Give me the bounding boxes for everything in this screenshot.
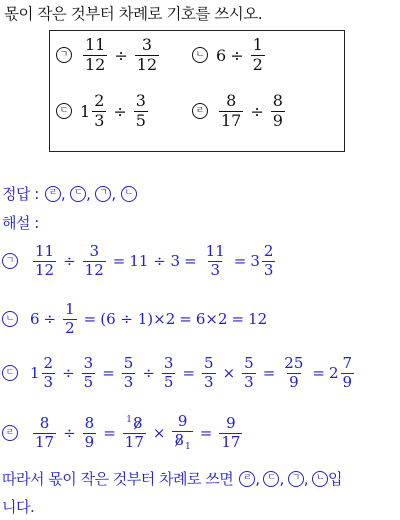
numerator: 2	[43, 354, 54, 372]
fraction	[219, 413, 242, 451]
denominator: 2	[252, 54, 263, 74]
fraction	[82, 356, 96, 391]
option-d-mark: ㄹ	[192, 103, 208, 119]
options-box	[49, 30, 345, 152]
option-a	[56, 37, 162, 74]
conclusion-mark-1: ㄹ	[239, 471, 255, 487]
fraction	[202, 356, 216, 391]
fraction	[42, 356, 56, 391]
fraction	[341, 356, 355, 391]
numerator: 7	[342, 354, 353, 372]
whole-number: 6	[30, 310, 40, 329]
fraction	[33, 413, 56, 451]
row-mark: ㄹ	[2, 425, 18, 441]
answer-mark-4: ㄴ	[121, 186, 137, 202]
denominator: 17	[221, 110, 242, 130]
numerator: 3	[163, 354, 174, 372]
explanation-row-a	[2, 244, 278, 279]
expression: (6 ÷ 1)×2	[100, 310, 176, 329]
denominator: 5	[135, 110, 146, 130]
fraction	[271, 93, 285, 130]
conclusion-text: 따라서 몫이 작은 것부터 차례로 쓰면	[2, 470, 234, 488]
operator: =	[184, 252, 197, 271]
fraction	[92, 93, 106, 130]
separator: ,	[86, 184, 91, 203]
denominator: 12	[136, 54, 158, 74]
answer-mark-1: ㄹ	[45, 186, 61, 202]
fraction	[123, 413, 146, 451]
denominator: 17	[221, 432, 241, 451]
cancelled-number: 8	[174, 430, 185, 449]
numerator: 2	[94, 91, 105, 110]
numerator: 3	[83, 354, 94, 372]
numerator: 5	[204, 354, 214, 372]
denominator: 5	[163, 372, 174, 391]
whole-number: 6	[216, 45, 227, 65]
denominator: 17	[124, 432, 144, 451]
operator: =	[182, 364, 196, 383]
fraction	[242, 356, 256, 391]
numerator: 9	[226, 413, 236, 432]
operator: =	[262, 364, 276, 383]
expression: 6×2	[195, 310, 228, 329]
fraction	[83, 413, 97, 451]
denominator: 9	[342, 372, 353, 391]
numerator: 8	[39, 413, 50, 432]
numerator: 1	[65, 300, 75, 318]
numerator: 11	[205, 242, 225, 260]
fraction	[63, 302, 77, 337]
fraction	[83, 37, 107, 74]
option-d	[192, 93, 288, 130]
option-a-mark: ㄱ	[56, 47, 72, 63]
denominator: 3	[263, 260, 274, 279]
conclusion-mark-4: ㄴ	[312, 471, 328, 487]
conclusion-mark-2: ㄷ	[263, 471, 279, 487]
cancel-result: 1	[185, 441, 191, 452]
whole-number: 1	[80, 101, 91, 121]
denominator: 3	[123, 372, 134, 391]
answer-line	[2, 183, 137, 204]
operator: ÷	[63, 252, 76, 271]
separator: ,	[279, 469, 284, 488]
denominator: 9	[272, 110, 283, 130]
operator: ÷	[142, 364, 155, 383]
conclusion-line-1	[2, 468, 342, 489]
denominator	[172, 431, 192, 452]
denominator: 3	[244, 372, 254, 391]
fraction	[219, 93, 243, 130]
fraction	[33, 244, 56, 279]
operator: ÷	[113, 101, 127, 121]
denominator: 3	[94, 110, 105, 130]
operator: =	[312, 364, 325, 383]
operator: ÷	[62, 364, 75, 383]
conclusion-line-2: 니다.	[2, 498, 35, 516]
fraction	[162, 356, 176, 391]
operator: =	[233, 252, 247, 271]
whole-number: 1	[30, 364, 40, 383]
whole-number: 2	[328, 364, 339, 383]
fraction	[122, 356, 136, 391]
fraction	[262, 244, 276, 279]
whole-number: 3	[250, 252, 260, 271]
operator: ÷	[43, 310, 57, 329]
explanation-row-b	[2, 302, 267, 337]
row-mark: ㄷ	[2, 365, 18, 381]
separator: ,	[111, 184, 116, 203]
numerator: 3	[89, 242, 99, 260]
question-text: 몫이 작은 것부터 차례로 기호를 쓰시오.	[4, 5, 263, 23]
operator: =	[103, 424, 116, 443]
numerator: 25	[284, 354, 304, 372]
cancel-result: 1	[126, 414, 132, 425]
separator: ,	[255, 469, 260, 488]
numerator: 8	[84, 413, 95, 432]
result: 12	[248, 310, 268, 329]
conclusion-mark-3: ㄱ	[288, 471, 304, 487]
numerator: 5	[123, 354, 134, 372]
denominator: 3	[204, 372, 214, 391]
fraction	[251, 37, 265, 74]
denominator: 12	[84, 260, 104, 279]
fraction	[134, 93, 148, 130]
fraction	[172, 414, 192, 452]
option-c-mark: ㄷ	[56, 103, 72, 119]
answer-label: 정답 :	[2, 185, 39, 203]
expression: 11 ÷ 3	[129, 252, 181, 271]
conclusion-text-end: 입	[328, 470, 343, 488]
fraction	[135, 37, 159, 74]
numerator: 5	[244, 354, 254, 372]
operator: =	[112, 252, 126, 271]
operator: =	[83, 310, 97, 329]
denominator: 17	[35, 432, 55, 451]
row-mark: ㄴ	[2, 311, 18, 327]
operator: =	[199, 424, 213, 443]
option-b-mark: ㄴ	[192, 47, 208, 63]
operator: ÷	[230, 45, 244, 65]
numerator: 3	[135, 91, 146, 110]
denominator: 3	[210, 260, 220, 279]
numerator: 9	[177, 412, 188, 430]
numerator: 11	[85, 35, 106, 54]
denominator: 3	[43, 372, 54, 391]
operator: =	[102, 364, 115, 383]
numerator: 3	[141, 35, 153, 54]
explanation-row-c	[2, 356, 357, 391]
numerator: 11	[35, 242, 55, 260]
explanation-row-d	[2, 414, 245, 452]
explanation-label: 해설 :	[2, 214, 39, 232]
operator: ÷	[114, 45, 128, 65]
denominator: 9	[84, 432, 95, 451]
separator: ,	[303, 469, 309, 488]
denominator: 9	[289, 372, 299, 391]
answer-mark-3: ㄱ	[95, 186, 111, 202]
denominator: 2	[65, 318, 75, 337]
answer-mark-2: ㄷ	[70, 186, 86, 202]
option-c	[56, 93, 151, 130]
denominator: 5	[83, 372, 94, 391]
denominator: 12	[35, 260, 55, 279]
separator: ,	[60, 184, 66, 203]
operator: ÷	[63, 424, 76, 443]
option-b	[192, 37, 268, 74]
numerator	[124, 413, 144, 433]
fraction	[83, 244, 106, 279]
denominator: 12	[85, 54, 106, 74]
operator: ×	[152, 424, 166, 443]
cancelled-number: 8	[132, 413, 143, 432]
operator: =	[179, 310, 192, 329]
operator: ÷	[250, 101, 264, 121]
operator: =	[231, 310, 245, 329]
numerator: 8	[226, 91, 237, 110]
operator: ×	[222, 364, 236, 383]
fraction	[282, 356, 305, 391]
row-mark: ㄱ	[2, 253, 18, 269]
numerator: 2	[263, 242, 274, 260]
fraction	[204, 244, 227, 279]
numerator: 8	[272, 91, 283, 110]
numerator: 1	[252, 35, 263, 54]
